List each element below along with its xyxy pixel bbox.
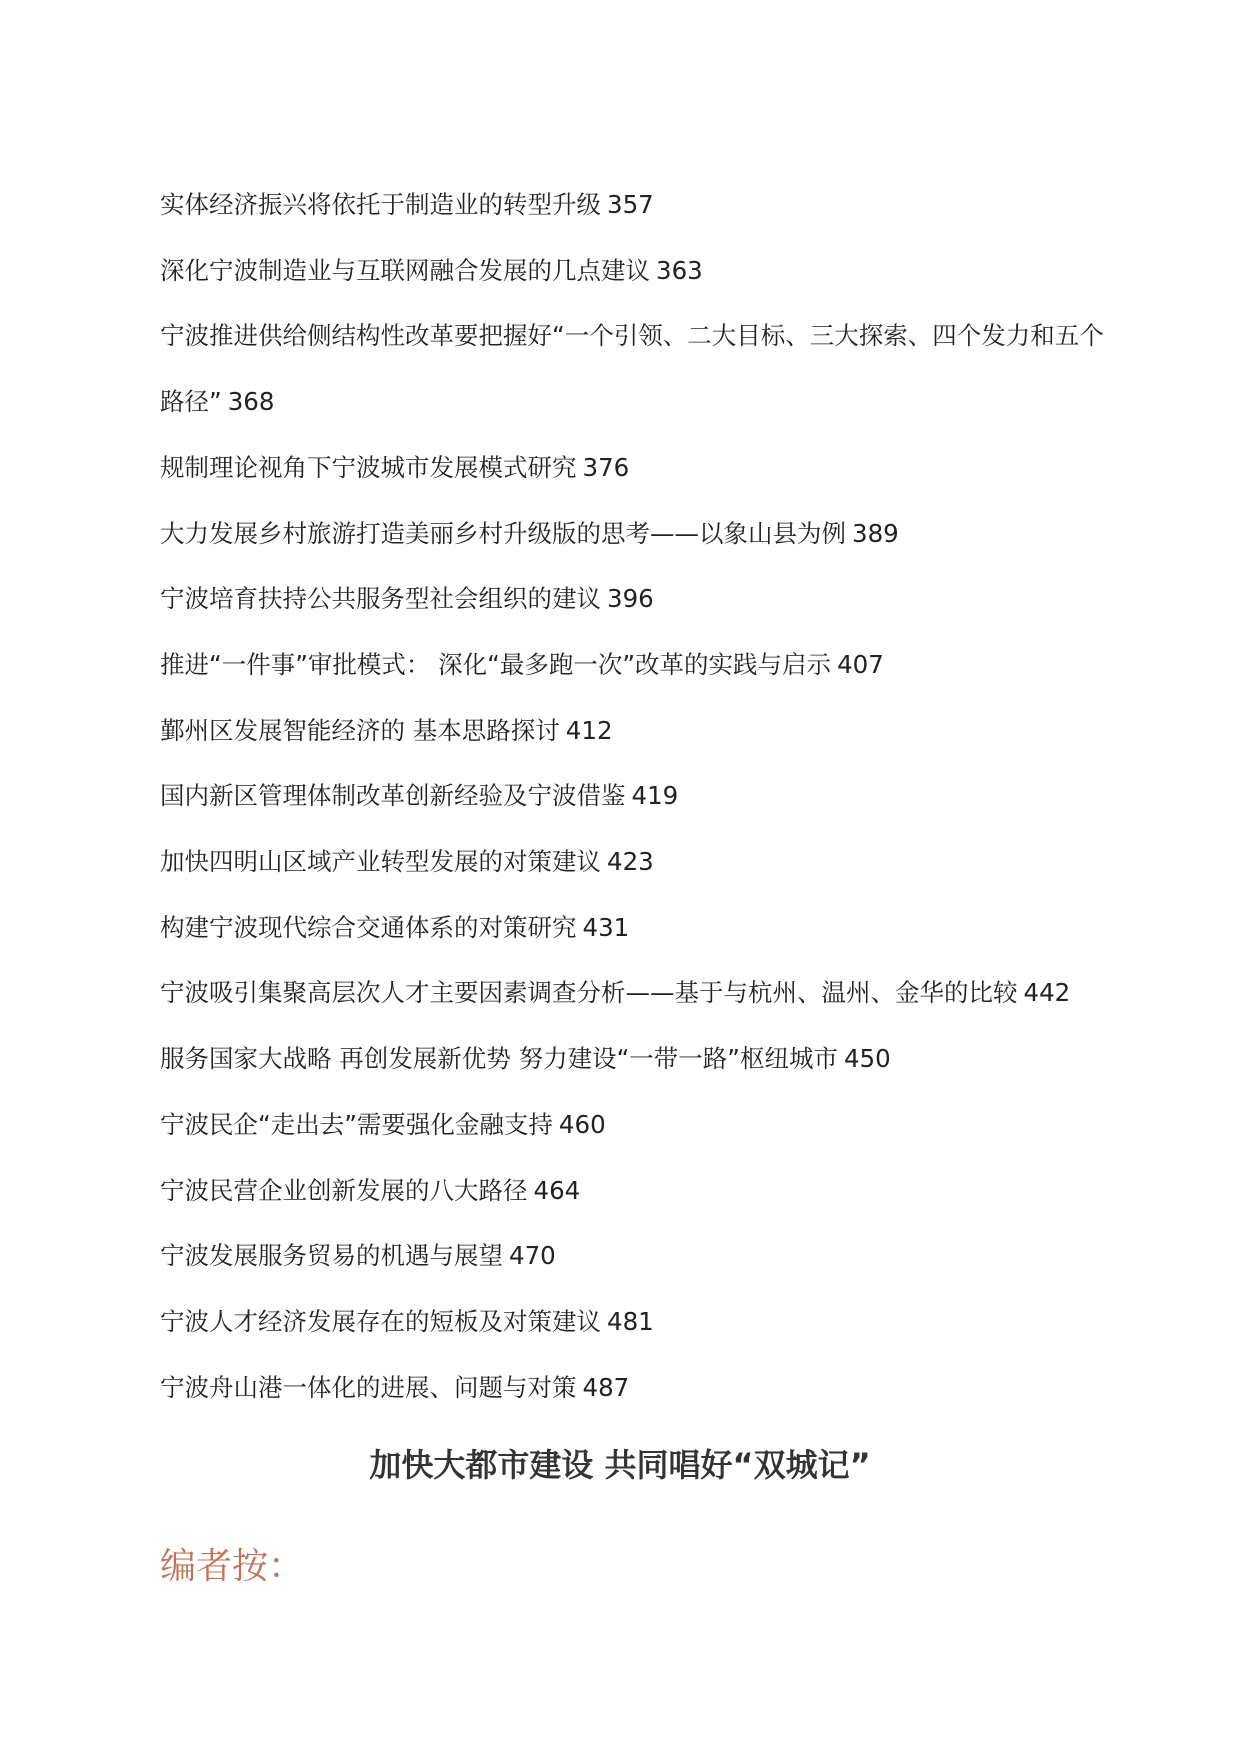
toc-entry [160,1355,1120,1421]
toc-entry-page-number: 442 [1023,978,1071,1008]
toc-entry-page-number: 423 [607,847,654,877]
toc-entry-page-number: 357 [607,190,654,219]
toc-entry-title: 宁波发展服务贸易的机遇与展望 [160,1241,503,1271]
toc-entry [160,238,1120,304]
editor-note-heading: 编者按： [160,1546,305,1587]
toc-entry-title: 宁波民营企业创新发展的八大路径 [160,1175,528,1205]
toc-entry-page-number: 376 [582,452,630,482]
toc-entry-page-number: 412 [565,715,613,745]
toc-entry-title: 规制理论视角下宁波城市发展模式研究 [160,452,577,482]
toc-entry [160,1158,1120,1224]
toc-entry-title: 宁波培育扶持公共服务型社会组织的建议 [160,584,601,614]
toc-entry [160,566,1120,632]
toc-entry-page-number: 450 [843,1044,891,1074]
toc-entry-title: 大力发展乡村旅游打造美丽乡村升级版的思考——以象山县为例 [160,518,846,548]
toc-entry [160,172,1120,238]
toc-entry [160,1092,1120,1158]
toc-entry [160,1223,1120,1289]
toc-entry-page-number: 419 [631,781,679,811]
toc-entry-title: 宁波民企“走出去”需要强化金融支持 [160,1109,553,1139]
toc-entry-page-number: 368 [227,387,275,417]
toc-entry [160,435,1120,501]
toc-entry-title: 加快四明山区域产业转型发展的对策建议 [160,847,601,877]
toc-entry-title: 深化宁波制造业与互联网融合发展的几点建议 [160,255,650,285]
toc-entry-page-number: 464 [533,1175,581,1205]
toc-entry-page-number: 487 [582,1372,630,1402]
toc-entry-page-number: 389 [852,518,899,548]
toc-entry [160,632,1120,698]
toc-entry-page-number: 470 [509,1241,556,1271]
toc-entry-title: 宁波人才经济发展存在的短板及对策建议 [160,1306,601,1336]
toc-entry [160,763,1120,829]
section-title: 加快大都市建设 共同唱好“双城记” [369,1446,871,1484]
toc-entry-page-number: 431 [582,912,630,942]
toc-entry [160,1289,1120,1355]
toc-entry [160,895,1120,961]
toc-entry-page-number: 363 [656,255,703,285]
toc-entry-title: 服务国家大战略 再创发展新优势 努力建设“一带一路”枢纽城市 [160,1044,838,1074]
toc-entry-page-number: 460 [558,1109,606,1139]
toc-entry-title: 宁波推进供给侧结构性改革要把握好“一个引领、二大目标、三大探索、四个发力和五个路径” [160,321,1104,417]
toc-entry-title: 构建宁波现代综合交通体系的对策研究 [160,912,577,942]
toc-entry-title: 宁波吸引集聚高层次人才主要因素调查分析——基于与杭州、温州、金华的比较 [160,978,1018,1008]
toc-entry-page-number: 481 [607,1306,654,1336]
toc-entry-title: 推进“一件事”审批模式： 深化“最多跑一次”改革的实践与启示 [160,649,832,679]
toc-entry-title: 宁波舟山港一体化的进展、问题与对策 [160,1372,577,1402]
toc-entry-title: 鄞州区发展智能经济的 基本思路探讨 [160,715,560,745]
toc-entry [160,960,1120,1026]
toc-entry-page-number: 407 [837,649,884,679]
toc-entry-title: 实体经济振兴将依托于制造业的转型升级 [160,190,601,219]
table-of-contents [160,172,1120,1420]
toc-entry [160,1026,1120,1092]
toc-entry-page-number: 396 [607,584,654,614]
toc-entry [160,303,1120,434]
toc-entry [160,698,1120,764]
toc-entry [160,829,1120,895]
toc-entry [160,501,1120,567]
toc-entry-title: 国内新区管理体制改革创新经验及宁波借鉴 [160,781,626,811]
